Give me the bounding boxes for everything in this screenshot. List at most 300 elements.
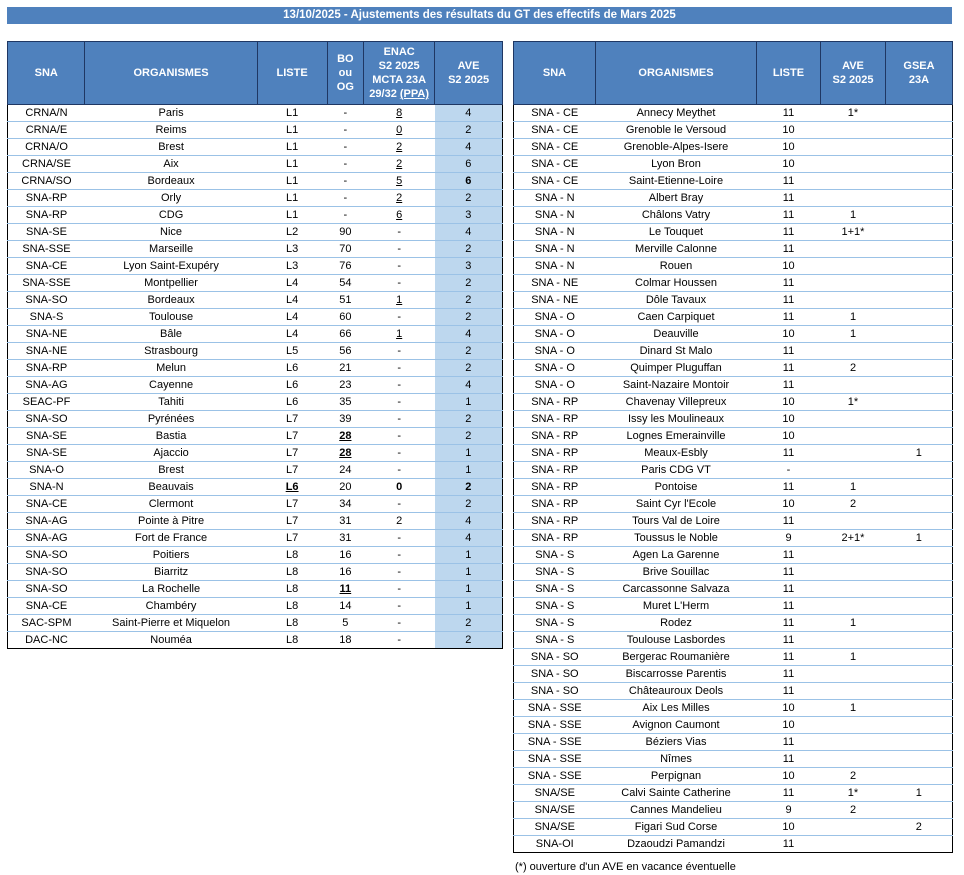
table-row — [8, 496, 503, 513]
table-row — [514, 734, 953, 751]
cell-enac: 1 — [364, 326, 435, 343]
cell-enac: 2 — [364, 139, 435, 156]
cell-liste: - — [757, 462, 821, 479]
cell-ave — [821, 173, 886, 190]
cell-organisme: Aix — [85, 156, 257, 173]
cell-liste: 11 — [757, 275, 821, 292]
cell-ave: 1 — [435, 547, 503, 564]
cell-bo-og: 34 — [327, 496, 364, 513]
cell-liste: 11 — [757, 173, 821, 190]
table-row — [514, 292, 953, 309]
table-row — [514, 411, 953, 428]
cell-organisme: Meaux-Esbly — [596, 445, 757, 462]
cell-enac: - — [364, 309, 435, 326]
cell-ave: 2 — [821, 802, 886, 819]
table-row — [8, 224, 503, 241]
cell-gsea — [886, 292, 953, 309]
cell-organisme: Cannes Mandelieu — [596, 802, 757, 819]
cell-organisme: Biscarrosse Parentis — [596, 666, 757, 683]
table-row — [8, 139, 503, 156]
cell-gsea — [886, 700, 953, 717]
table-row — [514, 122, 953, 139]
cell-gsea — [886, 139, 953, 156]
cell-sna: SNA-SSE — [8, 241, 85, 258]
table-row — [8, 122, 503, 139]
cell-liste: L7 — [257, 411, 327, 428]
table-row — [514, 547, 953, 564]
cell-enac: - — [364, 224, 435, 241]
cell-bo-og: 16 — [327, 547, 364, 564]
cell-ave: 2+1* — [821, 530, 886, 547]
cell-sna: SNA - N — [514, 224, 596, 241]
cell-liste: L8 — [257, 632, 327, 649]
cell-liste: 11 — [757, 836, 821, 853]
cell-liste: 10 — [757, 496, 821, 513]
cell-sna: SNA-NE — [8, 343, 85, 360]
cell-gsea — [886, 768, 953, 785]
cell-ave: 2 — [435, 360, 503, 377]
cell-liste: 11 — [757, 683, 821, 700]
cell-sna: SNA - SSE — [514, 700, 596, 717]
cell-sna: SNA/SE — [514, 819, 596, 836]
cell-ave — [821, 411, 886, 428]
cell-enac: 5 — [364, 173, 435, 190]
table-row — [514, 598, 953, 615]
cell-enac: - — [364, 496, 435, 513]
cell-sna: SNA-RP — [8, 207, 85, 224]
cell-bo-og: 76 — [327, 258, 364, 275]
cell-gsea — [886, 683, 953, 700]
cell-organisme: Calvi Sainte Catherine — [596, 785, 757, 802]
cell-organisme: Châlons Vatry — [596, 207, 757, 224]
cell-enac: - — [364, 530, 435, 547]
cell-organisme: Albert Bray — [596, 190, 757, 207]
table-row — [514, 615, 953, 632]
cell-sna: SNA-SO — [8, 411, 85, 428]
table-row — [8, 326, 503, 343]
cell-bo-og: 35 — [327, 394, 364, 411]
cell-bo-og: 16 — [327, 564, 364, 581]
cell-liste: L6 — [257, 377, 327, 394]
cell-bo-og: 23 — [327, 377, 364, 394]
cell-liste: L7 — [257, 428, 327, 445]
cell-ave — [821, 598, 886, 615]
cell-organisme: Aix Les Milles — [596, 700, 757, 717]
cell-ave: 2 — [435, 343, 503, 360]
cell-sna: DAC-NC — [8, 632, 85, 649]
header-enac: ENAC S2 2025 MCTA 23A 29/32 (PPA) — [364, 42, 435, 105]
table-row — [8, 462, 503, 479]
cell-gsea — [886, 173, 953, 190]
cell-organisme: Biarritz — [85, 564, 257, 581]
cell-sna: CRNA/SO — [8, 173, 85, 190]
cell-liste: 11 — [757, 734, 821, 751]
cell-gsea — [886, 156, 953, 173]
cell-liste: L8 — [257, 615, 327, 632]
cell-liste: L1 — [257, 190, 327, 207]
cell-sna: CRNA/O — [8, 139, 85, 156]
cell-liste: 11 — [757, 292, 821, 309]
cell-liste: 11 — [757, 615, 821, 632]
cell-enac: - — [364, 462, 435, 479]
cell-gsea — [886, 598, 953, 615]
cell-organisme: Brest — [85, 462, 257, 479]
cell-ave: 4 — [435, 326, 503, 343]
cell-ave: 1 — [821, 479, 886, 496]
cell-ave — [821, 564, 886, 581]
cell-liste: 11 — [757, 581, 821, 598]
cell-liste: L6 — [257, 479, 327, 496]
cell-organisme: Figari Sud Corse — [596, 819, 757, 836]
table-row — [514, 360, 953, 377]
cell-ave: 1 — [821, 649, 886, 666]
cell-liste: 10 — [757, 717, 821, 734]
cell-sna: SNA - O — [514, 309, 596, 326]
cell-sna: SEAC-PF — [8, 394, 85, 411]
cell-ave — [821, 377, 886, 394]
cell-organisme: Brest — [85, 139, 257, 156]
cell-bo-og: 18 — [327, 632, 364, 649]
cell-sna: SNA - NE — [514, 292, 596, 309]
cell-organisme: Caen Carpiquet — [596, 309, 757, 326]
table-row — [514, 275, 953, 292]
table-row — [8, 377, 503, 394]
cell-ave: 1 — [821, 326, 886, 343]
cell-ave: 1 — [435, 462, 503, 479]
cell-ave — [821, 275, 886, 292]
cell-bo-og: 39 — [327, 411, 364, 428]
cell-sna: SNA - RP — [514, 394, 596, 411]
cell-enac: 8 — [364, 105, 435, 122]
cell-gsea — [886, 105, 953, 122]
cell-ave — [821, 513, 886, 530]
cell-gsea — [886, 666, 953, 683]
cell-enac: 0 — [364, 479, 435, 496]
cell-sna: SNA-SO — [8, 581, 85, 598]
cell-enac: - — [364, 241, 435, 258]
table-row — [514, 666, 953, 683]
cell-organisme: Saint Cyr l'Ecole — [596, 496, 757, 513]
cell-ave — [821, 258, 886, 275]
cell-ave: 2 — [435, 632, 503, 649]
table-row — [514, 190, 953, 207]
cell-gsea — [886, 394, 953, 411]
table-row — [8, 530, 503, 547]
cell-sna: SNA-SO — [8, 292, 85, 309]
table-row — [8, 598, 503, 615]
cell-gsea — [886, 802, 953, 819]
cell-enac: 2 — [364, 190, 435, 207]
cell-organisme: Chavenay Villepreux — [596, 394, 757, 411]
table-row — [514, 462, 953, 479]
cell-organisme: Lyon Bron — [596, 156, 757, 173]
cell-organisme: Tahiti — [85, 394, 257, 411]
cell-organisme: Merville Calonne — [596, 241, 757, 258]
cell-liste: 11 — [757, 564, 821, 581]
cell-bo-og: 5 — [327, 615, 364, 632]
cell-bo-og: 24 — [327, 462, 364, 479]
cell-liste: 11 — [757, 224, 821, 241]
cell-bo-og: 14 — [327, 598, 364, 615]
cell-bo-og: - — [327, 122, 364, 139]
cell-gsea — [886, 836, 953, 853]
cell-ave: 1* — [821, 394, 886, 411]
header-organisme: ORGANISMES — [596, 42, 757, 105]
cell-liste: L5 — [257, 343, 327, 360]
cell-sna: SNA-SE — [8, 445, 85, 462]
cell-bo-og: - — [327, 105, 364, 122]
cell-ave: 1 — [435, 394, 503, 411]
cell-organisme: Bâle — [85, 326, 257, 343]
cell-organisme: Lyon Saint-Exupéry — [85, 258, 257, 275]
cell-sna: SNA-RP — [8, 360, 85, 377]
cell-liste: 10 — [757, 819, 821, 836]
cell-ave — [821, 292, 886, 309]
cell-sna: SNA - S — [514, 632, 596, 649]
footnote: (*) ouverture d'un AVE en vacance éventuelle — [515, 861, 736, 873]
cell-liste: L1 — [257, 173, 327, 190]
cell-ave: 3 — [435, 207, 503, 224]
cell-liste: 11 — [757, 547, 821, 564]
cell-bo-og: - — [327, 156, 364, 173]
cell-sna: SNA - CE — [514, 105, 596, 122]
cell-gsea — [886, 377, 953, 394]
cell-gsea — [886, 241, 953, 258]
cell-ave — [821, 666, 886, 683]
cell-gsea — [886, 207, 953, 224]
cell-ave: 1 — [821, 615, 886, 632]
cell-ave: 2 — [435, 241, 503, 258]
cell-ave: 1 — [821, 207, 886, 224]
cell-sna: SNA-CE — [8, 496, 85, 513]
cell-gsea — [886, 428, 953, 445]
cell-organisme: Saint-Etienne-Loire — [596, 173, 757, 190]
cell-ave: 4 — [435, 377, 503, 394]
table-row — [514, 836, 953, 853]
cell-liste: 11 — [757, 377, 821, 394]
cell-ave — [821, 734, 886, 751]
cell-organisme: Perpignan — [596, 768, 757, 785]
table-row — [514, 224, 953, 241]
cell-ave — [821, 343, 886, 360]
cell-gsea — [886, 649, 953, 666]
cell-liste: L7 — [257, 462, 327, 479]
cell-enac: - — [364, 360, 435, 377]
table-row — [514, 649, 953, 666]
cell-sna: SNA - CE — [514, 173, 596, 190]
cell-gsea: 2 — [886, 819, 953, 836]
cell-ave — [821, 122, 886, 139]
cell-ave — [821, 462, 886, 479]
cell-ave — [821, 156, 886, 173]
cell-organisme: Bordeaux — [85, 292, 257, 309]
cell-organisme: Bergerac Roumanière — [596, 649, 757, 666]
cell-gsea — [886, 462, 953, 479]
header-ave: AVE S2 2025 — [821, 42, 886, 105]
cell-liste: 10 — [757, 122, 821, 139]
cell-organisme: Lognes Emerainville — [596, 428, 757, 445]
cell-sna: SNA - N — [514, 241, 596, 258]
cell-organisme: Clermont — [85, 496, 257, 513]
cell-ave: 1 — [435, 445, 503, 462]
cell-liste: L7 — [257, 496, 327, 513]
cell-sna: SNA - SSE — [514, 717, 596, 734]
cell-gsea: 1 — [886, 445, 953, 462]
cell-sna: SNA-AG — [8, 377, 85, 394]
cell-gsea — [886, 309, 953, 326]
cell-organisme: Grenoble le Versoud — [596, 122, 757, 139]
table-row — [514, 445, 953, 462]
cell-sna: SNA - S — [514, 564, 596, 581]
cell-ave: 1* — [821, 785, 886, 802]
cell-organisme: Strasbourg — [85, 343, 257, 360]
table-row — [514, 819, 953, 836]
cell-sna: SNA - RP — [514, 411, 596, 428]
table-row — [514, 105, 953, 122]
cell-gsea — [886, 258, 953, 275]
cell-gsea — [886, 564, 953, 581]
table-row — [514, 513, 953, 530]
cell-liste: L3 — [257, 258, 327, 275]
cell-ave: 2 — [435, 411, 503, 428]
cell-organisme: Béziers Vias — [596, 734, 757, 751]
cell-ave: 2 — [435, 190, 503, 207]
cell-organisme: Dôle Tavaux — [596, 292, 757, 309]
cell-sna: SNA-SSE — [8, 275, 85, 292]
cell-enac: 6 — [364, 207, 435, 224]
cell-gsea — [886, 479, 953, 496]
cell-organisme: Avignon Caumont — [596, 717, 757, 734]
cell-ave — [821, 241, 886, 258]
cell-ave — [821, 683, 886, 700]
cell-ave: 4 — [435, 139, 503, 156]
cell-sna: SNA-O — [8, 462, 85, 479]
header-ave: AVE S2 2025 — [435, 42, 503, 105]
cell-sna: SNA - O — [514, 326, 596, 343]
cell-ave: 2 — [435, 292, 503, 309]
cell-liste: 11 — [757, 309, 821, 326]
cell-organisme: Pyrénées — [85, 411, 257, 428]
header-sna: SNA — [514, 42, 596, 105]
cell-organisme: Brive Souillac — [596, 564, 757, 581]
cell-enac: 2 — [364, 156, 435, 173]
cell-liste: 11 — [757, 360, 821, 377]
cell-bo-og: 70 — [327, 241, 364, 258]
cell-liste: L8 — [257, 598, 327, 615]
cell-liste: L3 — [257, 241, 327, 258]
cell-enac: - — [364, 632, 435, 649]
cell-liste: L1 — [257, 156, 327, 173]
cell-organisme: Saint-Pierre et Miquelon — [85, 615, 257, 632]
cell-sna: CRNA/SE — [8, 156, 85, 173]
cell-liste: 10 — [757, 156, 821, 173]
cell-gsea — [886, 632, 953, 649]
cell-organisme: Tours Val de Loire — [596, 513, 757, 530]
table-row — [8, 173, 503, 190]
cell-liste: 11 — [757, 598, 821, 615]
cell-liste: 11 — [757, 649, 821, 666]
table-row — [8, 445, 503, 462]
cell-gsea — [886, 411, 953, 428]
cell-liste: L8 — [257, 581, 327, 598]
cell-organisme: La Rochelle — [85, 581, 257, 598]
cell-ave — [821, 139, 886, 156]
cell-organisme: Fort de France — [85, 530, 257, 547]
cell-ave — [821, 751, 886, 768]
cell-organisme: Melun — [85, 360, 257, 377]
table-row — [8, 258, 503, 275]
right-results-table — [513, 41, 953, 853]
cell-sna: SNA - S — [514, 581, 596, 598]
header-bo-og: BO ou OG — [327, 42, 364, 105]
table-row — [8, 156, 503, 173]
table-row — [514, 207, 953, 224]
table-row — [514, 394, 953, 411]
table-row — [514, 139, 953, 156]
cell-liste: L8 — [257, 547, 327, 564]
cell-enac: 1 — [364, 292, 435, 309]
table-row — [514, 683, 953, 700]
cell-sna: SNA - CE — [514, 139, 596, 156]
cell-liste: 10 — [757, 768, 821, 785]
cell-liste: L7 — [257, 445, 327, 462]
cell-ave: 2 — [435, 309, 503, 326]
cell-sna: SNA - O — [514, 360, 596, 377]
cell-bo-og: - — [327, 173, 364, 190]
table-row — [8, 292, 503, 309]
cell-bo-og: 31 — [327, 530, 364, 547]
cell-ave: 6 — [435, 173, 503, 190]
cell-sna: SNA - RP — [514, 496, 596, 513]
cell-liste: L4 — [257, 326, 327, 343]
table-row — [8, 105, 503, 122]
cell-liste: L4 — [257, 275, 327, 292]
cell-organisme: Toulouse Lasbordes — [596, 632, 757, 649]
table-row — [514, 785, 953, 802]
cell-organisme: Ajaccio — [85, 445, 257, 462]
cell-organisme: Nouméa — [85, 632, 257, 649]
cell-organisme: Chambéry — [85, 598, 257, 615]
cell-sna: SNA - SSE — [514, 768, 596, 785]
table-row — [514, 173, 953, 190]
cell-sna: SNA - O — [514, 343, 596, 360]
cell-organisme: Montpellier — [85, 275, 257, 292]
table-row — [8, 547, 503, 564]
cell-sna: SNA - NE — [514, 275, 596, 292]
cell-ave: 2 — [435, 496, 503, 513]
cell-organisme: Beauvais — [85, 479, 257, 496]
table-row — [514, 309, 953, 326]
cell-ave: 2 — [821, 496, 886, 513]
cell-liste: 11 — [757, 190, 821, 207]
cell-liste: 10 — [757, 394, 821, 411]
cell-ave — [821, 632, 886, 649]
cell-gsea — [886, 275, 953, 292]
cell-sna: SNA-CE — [8, 598, 85, 615]
cell-organisme: CDG — [85, 207, 257, 224]
table-row — [514, 717, 953, 734]
cell-ave: 2 — [435, 122, 503, 139]
cell-gsea — [886, 190, 953, 207]
cell-sna: SNA - RP — [514, 428, 596, 445]
header-liste: LISTE — [757, 42, 821, 105]
table-row — [514, 241, 953, 258]
cell-ave: 3 — [435, 258, 503, 275]
cell-liste: L6 — [257, 394, 327, 411]
cell-ave: 1+1* — [821, 224, 886, 241]
cell-enac: - — [364, 377, 435, 394]
cell-organisme: Annecy Meythet — [596, 105, 757, 122]
